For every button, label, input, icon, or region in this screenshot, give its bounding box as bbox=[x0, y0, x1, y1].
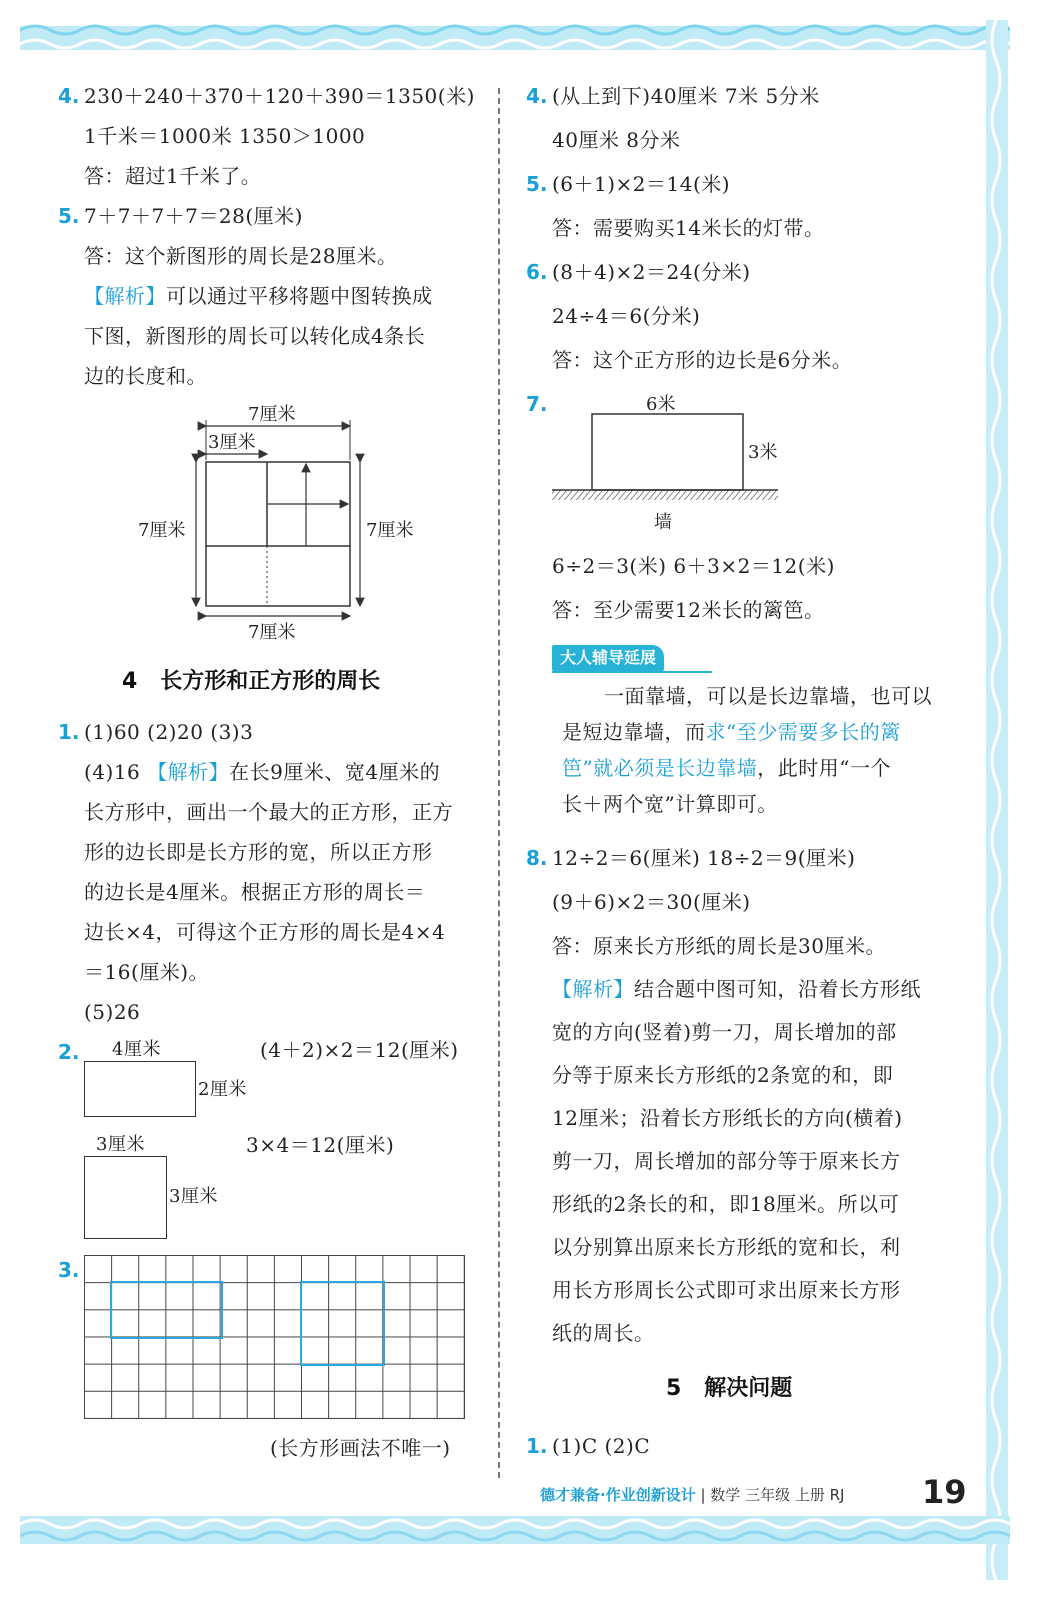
parent-extension-badge: 大人辅导延展 bbox=[552, 645, 664, 671]
left-s1-line8: (5)26 bbox=[84, 1000, 141, 1024]
extension-text: ，此时用“一个 bbox=[757, 756, 891, 780]
extension-line3 bbox=[562, 754, 891, 782]
fig1-top-label: 7厘米 bbox=[248, 404, 296, 425]
right-s1-line1: (1)C (2)C bbox=[552, 1434, 651, 1458]
column-divider bbox=[498, 88, 500, 1478]
right-wave-border bbox=[982, 20, 1012, 1580]
rect-perimeter-equation: (4＋2)×2＝12(厘米) bbox=[260, 1038, 459, 1062]
right-q4-number: 4. bbox=[526, 84, 548, 108]
right-q8-analysis-line5: 剪一刀，周长增加的部分等于原来长方 bbox=[552, 1149, 901, 1173]
right-q5-line1: (6＋1)×2＝14(米) bbox=[552, 172, 731, 196]
top-wave-border bbox=[20, 20, 1010, 56]
badge-underline bbox=[552, 671, 712, 673]
right-q5-answer: 答：需要购买14米长的灯带。 bbox=[552, 216, 825, 240]
fig1-inner-label: 3厘米 bbox=[208, 432, 256, 453]
page-footer bbox=[540, 1482, 844, 1508]
left-q5-answer: 答：这个新图形的周长是28厘米。 bbox=[84, 244, 398, 268]
left-s1-line6: 边长×4，可得这个正方形的周长是4×4 bbox=[84, 920, 446, 944]
right-q4-line2: 40厘米 8分米 bbox=[552, 128, 681, 152]
extension-line4: 长＋两个宽”计算即可。 bbox=[562, 792, 778, 816]
analysis-tag: 【解析】 bbox=[84, 284, 166, 308]
left-s1-line4: 形的边长即是长方形的宽，所以正方形 bbox=[84, 840, 433, 864]
left-q5-analysis-line1 bbox=[84, 282, 433, 310]
perimeter-translation-figure bbox=[130, 398, 414, 648]
rectangle-4x2 bbox=[84, 1061, 196, 1117]
right-q7-line1: 6÷2＝3(米) 6＋3×2＝12(米) bbox=[552, 554, 835, 578]
right-s1-number: 1. bbox=[526, 1434, 548, 1458]
fig1-left-label: 7厘米 bbox=[138, 520, 186, 541]
drawn-rectangle bbox=[110, 1281, 223, 1339]
left-q4-line2: 1千米＝1000米 1350＞1000 bbox=[84, 124, 366, 148]
extension-text: 是短边靠墙，而 bbox=[562, 720, 706, 744]
left-q5-line1: 7＋7＋7＋7＝28(厘米) bbox=[84, 204, 303, 228]
left-q5-analysis-line2: 下图，新图形的周长可以转化成4条长 bbox=[84, 324, 426, 348]
left-s1-number: 1. bbox=[58, 720, 80, 744]
footer-info: | 数学 三年级 上册 RJ bbox=[700, 1486, 845, 1504]
analysis-text: 可以通过平移将题中图转换成 bbox=[166, 284, 433, 308]
right-q6-line1: (8＋4)×2＝24(分米) bbox=[552, 260, 751, 284]
left-q4-number: 4. bbox=[58, 84, 80, 108]
square-3x3 bbox=[84, 1156, 167, 1239]
extension-highlight: 笆”就必须是长边靠墙 bbox=[562, 756, 758, 780]
right-q8-analysis-line4: 12厘米；沿着长方形纸长的方向(横着) bbox=[552, 1106, 903, 1130]
drawing-note: (长方形画法不唯一) bbox=[270, 1436, 451, 1460]
right-q8-line2: (9＋6)×2＝30(厘米) bbox=[552, 890, 751, 914]
fig1-bottom-label: 7厘米 bbox=[248, 622, 296, 643]
right-q8-analysis-line1 bbox=[552, 975, 921, 1003]
right-q6-line2: 24÷4＝6(分米) bbox=[552, 304, 701, 328]
left-s2-number: 2. bbox=[58, 1040, 80, 1064]
extension-line2 bbox=[562, 718, 901, 746]
footer-brand: 德才兼备·作业创新设计 bbox=[540, 1486, 696, 1504]
right-q5-number: 5. bbox=[526, 172, 548, 196]
left-s1-line5: 的边长是4厘米。根据正方形的周长＝ bbox=[84, 880, 426, 904]
left-q5-analysis-line3: 边的长度和。 bbox=[84, 364, 207, 388]
fig1-right-label: 7厘米 bbox=[366, 520, 414, 541]
drawn-square bbox=[300, 1281, 385, 1366]
section-5-number: 5 bbox=[666, 1376, 682, 1401]
right-q8-analysis-line7: 以分别算出原来长方形纸的宽和长，利 bbox=[552, 1235, 901, 1259]
section-4-number: 4 bbox=[122, 669, 138, 694]
right-q7-answer: 答：至少需要12米长的篱笆。 bbox=[552, 598, 825, 622]
left-s3-number: 3. bbox=[58, 1258, 80, 1282]
s1-part4: (4)16 bbox=[84, 760, 148, 784]
left-q5-number: 5. bbox=[58, 204, 80, 228]
right-q8-answer: 答：原来长方形纸的周长是30厘米。 bbox=[552, 934, 886, 958]
right-q7-number: 7. bbox=[526, 392, 548, 416]
fence-top-label: 6米 bbox=[646, 394, 676, 415]
analysis-text: 在长9厘米、宽4厘米的 bbox=[229, 760, 441, 784]
left-s1-line2 bbox=[84, 758, 440, 786]
right-q8-analysis-line3: 分等于原来长方形纸的2条宽的和，即 bbox=[552, 1063, 894, 1087]
analysis-tag: 【解析】 bbox=[147, 760, 230, 784]
right-q8-analysis-line9: 纸的周长。 bbox=[552, 1321, 655, 1345]
left-q4-answer: 答：超过1千米了。 bbox=[84, 164, 262, 188]
square-side-label: 3厘米 bbox=[169, 1186, 218, 1207]
wall-label: 墙 bbox=[654, 512, 672, 533]
left-s1-line3: 长方形中，画出一个最大的正方形，正方 bbox=[84, 800, 453, 824]
right-q6-answer: 答：这个正方形的边长是6分米。 bbox=[552, 348, 853, 372]
rect-top-label: 4厘米 bbox=[112, 1039, 161, 1060]
section-4-title: 长方形和正方形的周长 bbox=[160, 669, 381, 694]
right-q8-analysis-line2: 宽的方向(竖着)剪一刀，周长增加的部 bbox=[552, 1020, 897, 1044]
analysis-tag: 【解析】 bbox=[552, 977, 634, 1001]
fence-side-label: 3米 bbox=[748, 442, 778, 463]
right-q8-analysis-line6: 形纸的2条长的和，即18厘米。所以可 bbox=[552, 1192, 900, 1216]
left-q4-line1: 230＋240＋370＋120＋390＝1350(米) bbox=[84, 84, 475, 108]
section-5-heading bbox=[666, 1374, 792, 1404]
rect-side-label: 2厘米 bbox=[198, 1079, 247, 1100]
right-q6-number: 6. bbox=[526, 260, 548, 284]
page-number: 19 bbox=[922, 1473, 967, 1511]
analysis-text: 结合题中图可知，沿着长方形纸 bbox=[634, 977, 921, 1001]
section-5-title: 解决问题 bbox=[704, 1376, 793, 1401]
right-q8-number: 8. bbox=[526, 846, 548, 870]
right-q8-line1: 12÷2＝6(厘米) 18÷2＝9(厘米) bbox=[552, 846, 856, 870]
bottom-wave-border bbox=[20, 1510, 1010, 1550]
right-q4-line1: (从上到下)40厘米 7米 5分米 bbox=[552, 84, 820, 108]
section-4-heading bbox=[122, 667, 380, 697]
left-s1-line7: ＝16(厘米)。 bbox=[84, 960, 210, 984]
square-perimeter-equation: 3×4＝12(厘米) bbox=[246, 1133, 395, 1157]
right-q8-analysis-line8: 用长方形周长公式即可求出原来长方形 bbox=[552, 1278, 901, 1302]
extension-highlight: 求“至少需要多长的篱 bbox=[705, 720, 901, 744]
left-s1-line1: (1)60 (2)20 (3)3 bbox=[84, 720, 254, 744]
square-top-label: 3厘米 bbox=[96, 1134, 145, 1155]
extension-line1: 一面靠墙，可以是长边靠墙，也可以 bbox=[604, 684, 932, 708]
fence-wall-figure bbox=[550, 388, 790, 538]
